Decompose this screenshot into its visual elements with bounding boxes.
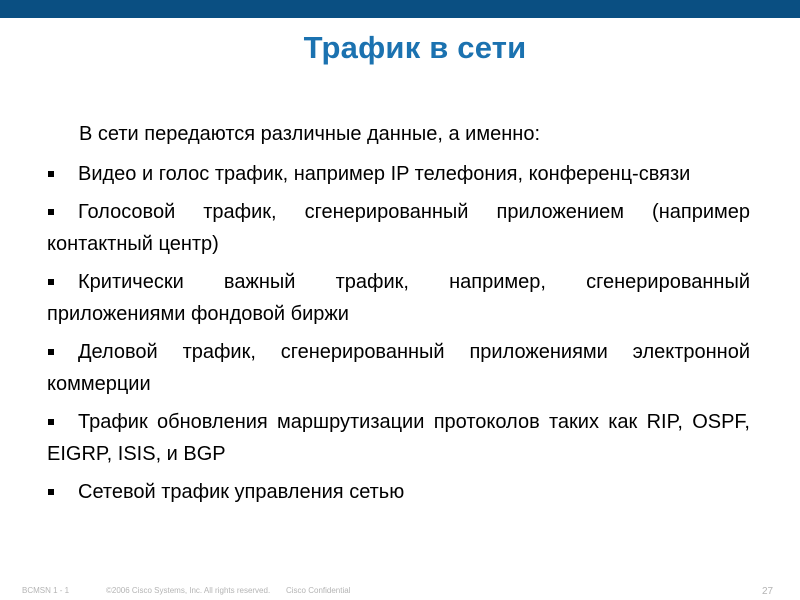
list-item <box>47 336 750 400</box>
footer-copyright: ©2006 Cisco Systems, Inc. All rights reserved. <box>106 586 271 595</box>
footer-confidential: Cisco Confidential <box>286 586 351 595</box>
list-item <box>47 476 750 508</box>
list-item-text: Критически важный трафик, например, сгенерированный приложениями фондовой биржи <box>47 271 750 325</box>
list-item-text: Голосовой трафик, сгенерированный приложением (например контактный центр) <box>47 201 750 255</box>
bullet-list <box>47 158 750 514</box>
square-bullet-icon <box>48 419 54 425</box>
square-bullet-icon <box>48 279 54 285</box>
header-bar <box>0 0 800 18</box>
footer-course: BCMSN 1 - 1 <box>22 586 70 595</box>
page-number: 27 <box>762 586 774 597</box>
list-item <box>47 196 750 260</box>
square-bullet-icon <box>48 209 54 215</box>
list-item-text: Сетевой трафик управления сетью <box>78 481 405 503</box>
square-bullet-icon <box>48 489 54 495</box>
list-item-text: Деловой трафик, сгенерированный приложениями электронной коммерции <box>47 341 750 395</box>
square-bullet-icon <box>48 349 54 355</box>
footer <box>0 586 800 598</box>
list-item-text: Трафик обновления маршрутизации протоколов таких как RIP, OSPF, EIGRP, ISIS, и BGP <box>47 411 750 465</box>
list-item-text: Видео и голос трафик, например IP телефония, конференц-связи <box>78 163 691 185</box>
intro-text: В сети передаются различные данные, а именно: <box>79 123 540 145</box>
list-item <box>47 266 750 330</box>
list-item <box>47 158 750 190</box>
square-bullet-icon <box>48 171 54 177</box>
list-item <box>47 406 750 470</box>
slide-title: Трафик в сети <box>303 30 527 65</box>
